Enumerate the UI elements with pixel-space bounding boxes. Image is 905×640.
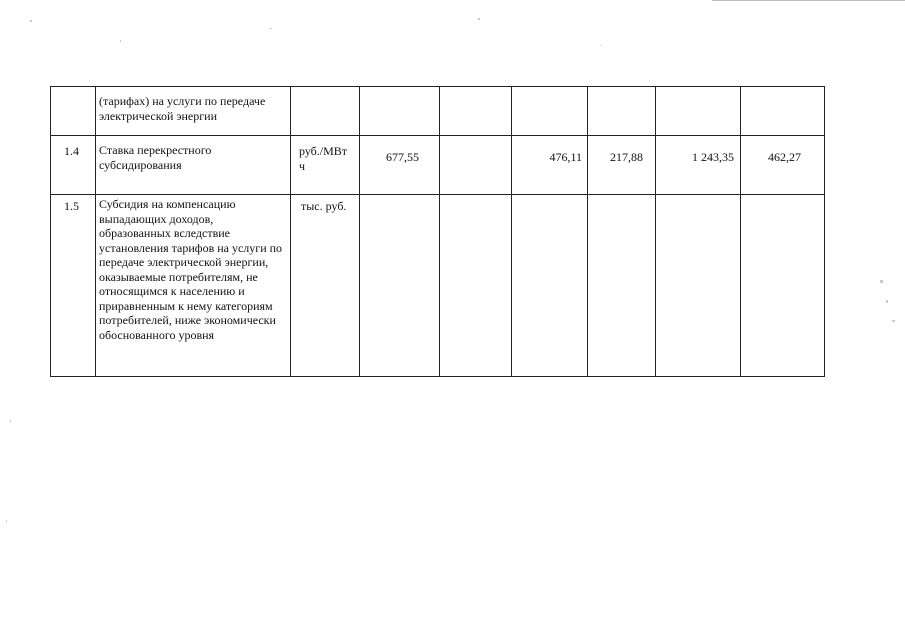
scan-speck [10, 420, 11, 422]
row-unit: тыс. руб. [291, 195, 360, 377]
value-cell [588, 195, 656, 377]
value-cell [440, 136, 512, 195]
row-number: 1.4 [51, 136, 96, 195]
value-cell [741, 195, 825, 377]
row-name: Субсидия на компенсацию выпадающих доходов, образованных вследствие установления тарифов на услуги по передаче электрической энергии, оказываемые потребителям, не относящимся к населению и приравненным к нему категориям потребителей, ниже экономически обоснованного уровня [96, 195, 291, 377]
scan-speck [892, 320, 895, 322]
scan-speck [600, 45, 601, 46]
scan-speck [478, 18, 480, 20]
scan-speck [886, 300, 888, 303]
row-name: Ставка перекрестного субсидирования [96, 136, 291, 195]
value-cell [512, 195, 588, 377]
value-cell: 462,27 [741, 136, 825, 195]
scan-speck [270, 28, 272, 29]
table-row [51, 195, 825, 377]
row-number [51, 87, 96, 136]
value-cell [360, 195, 440, 377]
value-cell: 217,88 [588, 136, 656, 195]
value-cell [512, 87, 588, 136]
value-cell [360, 87, 440, 136]
tariff-table [50, 86, 825, 377]
value-cell [588, 87, 656, 136]
row-number: 1.5 [51, 195, 96, 377]
value-cell: 677,55 [360, 136, 440, 195]
scan-speck [880, 280, 883, 283]
value-cell [741, 87, 825, 136]
value-cell [440, 87, 512, 136]
value-cell: 1 243,35 [656, 136, 741, 195]
scan-speck [120, 40, 121, 42]
row-unit [291, 87, 360, 136]
value-cell [656, 87, 741, 136]
table-row [51, 87, 825, 136]
table-row [51, 136, 825, 195]
value-cell: 476,11 [512, 136, 588, 195]
scan-top-rule [712, 0, 905, 1]
value-cell [656, 195, 741, 377]
scan-speck [6, 520, 7, 522]
value-cell [440, 195, 512, 377]
row-name: (тарифах) на услуги по передаче электрической энергии [96, 87, 291, 136]
scan-speck [30, 20, 32, 22]
row-unit: руб./МВт ч [291, 136, 360, 195]
